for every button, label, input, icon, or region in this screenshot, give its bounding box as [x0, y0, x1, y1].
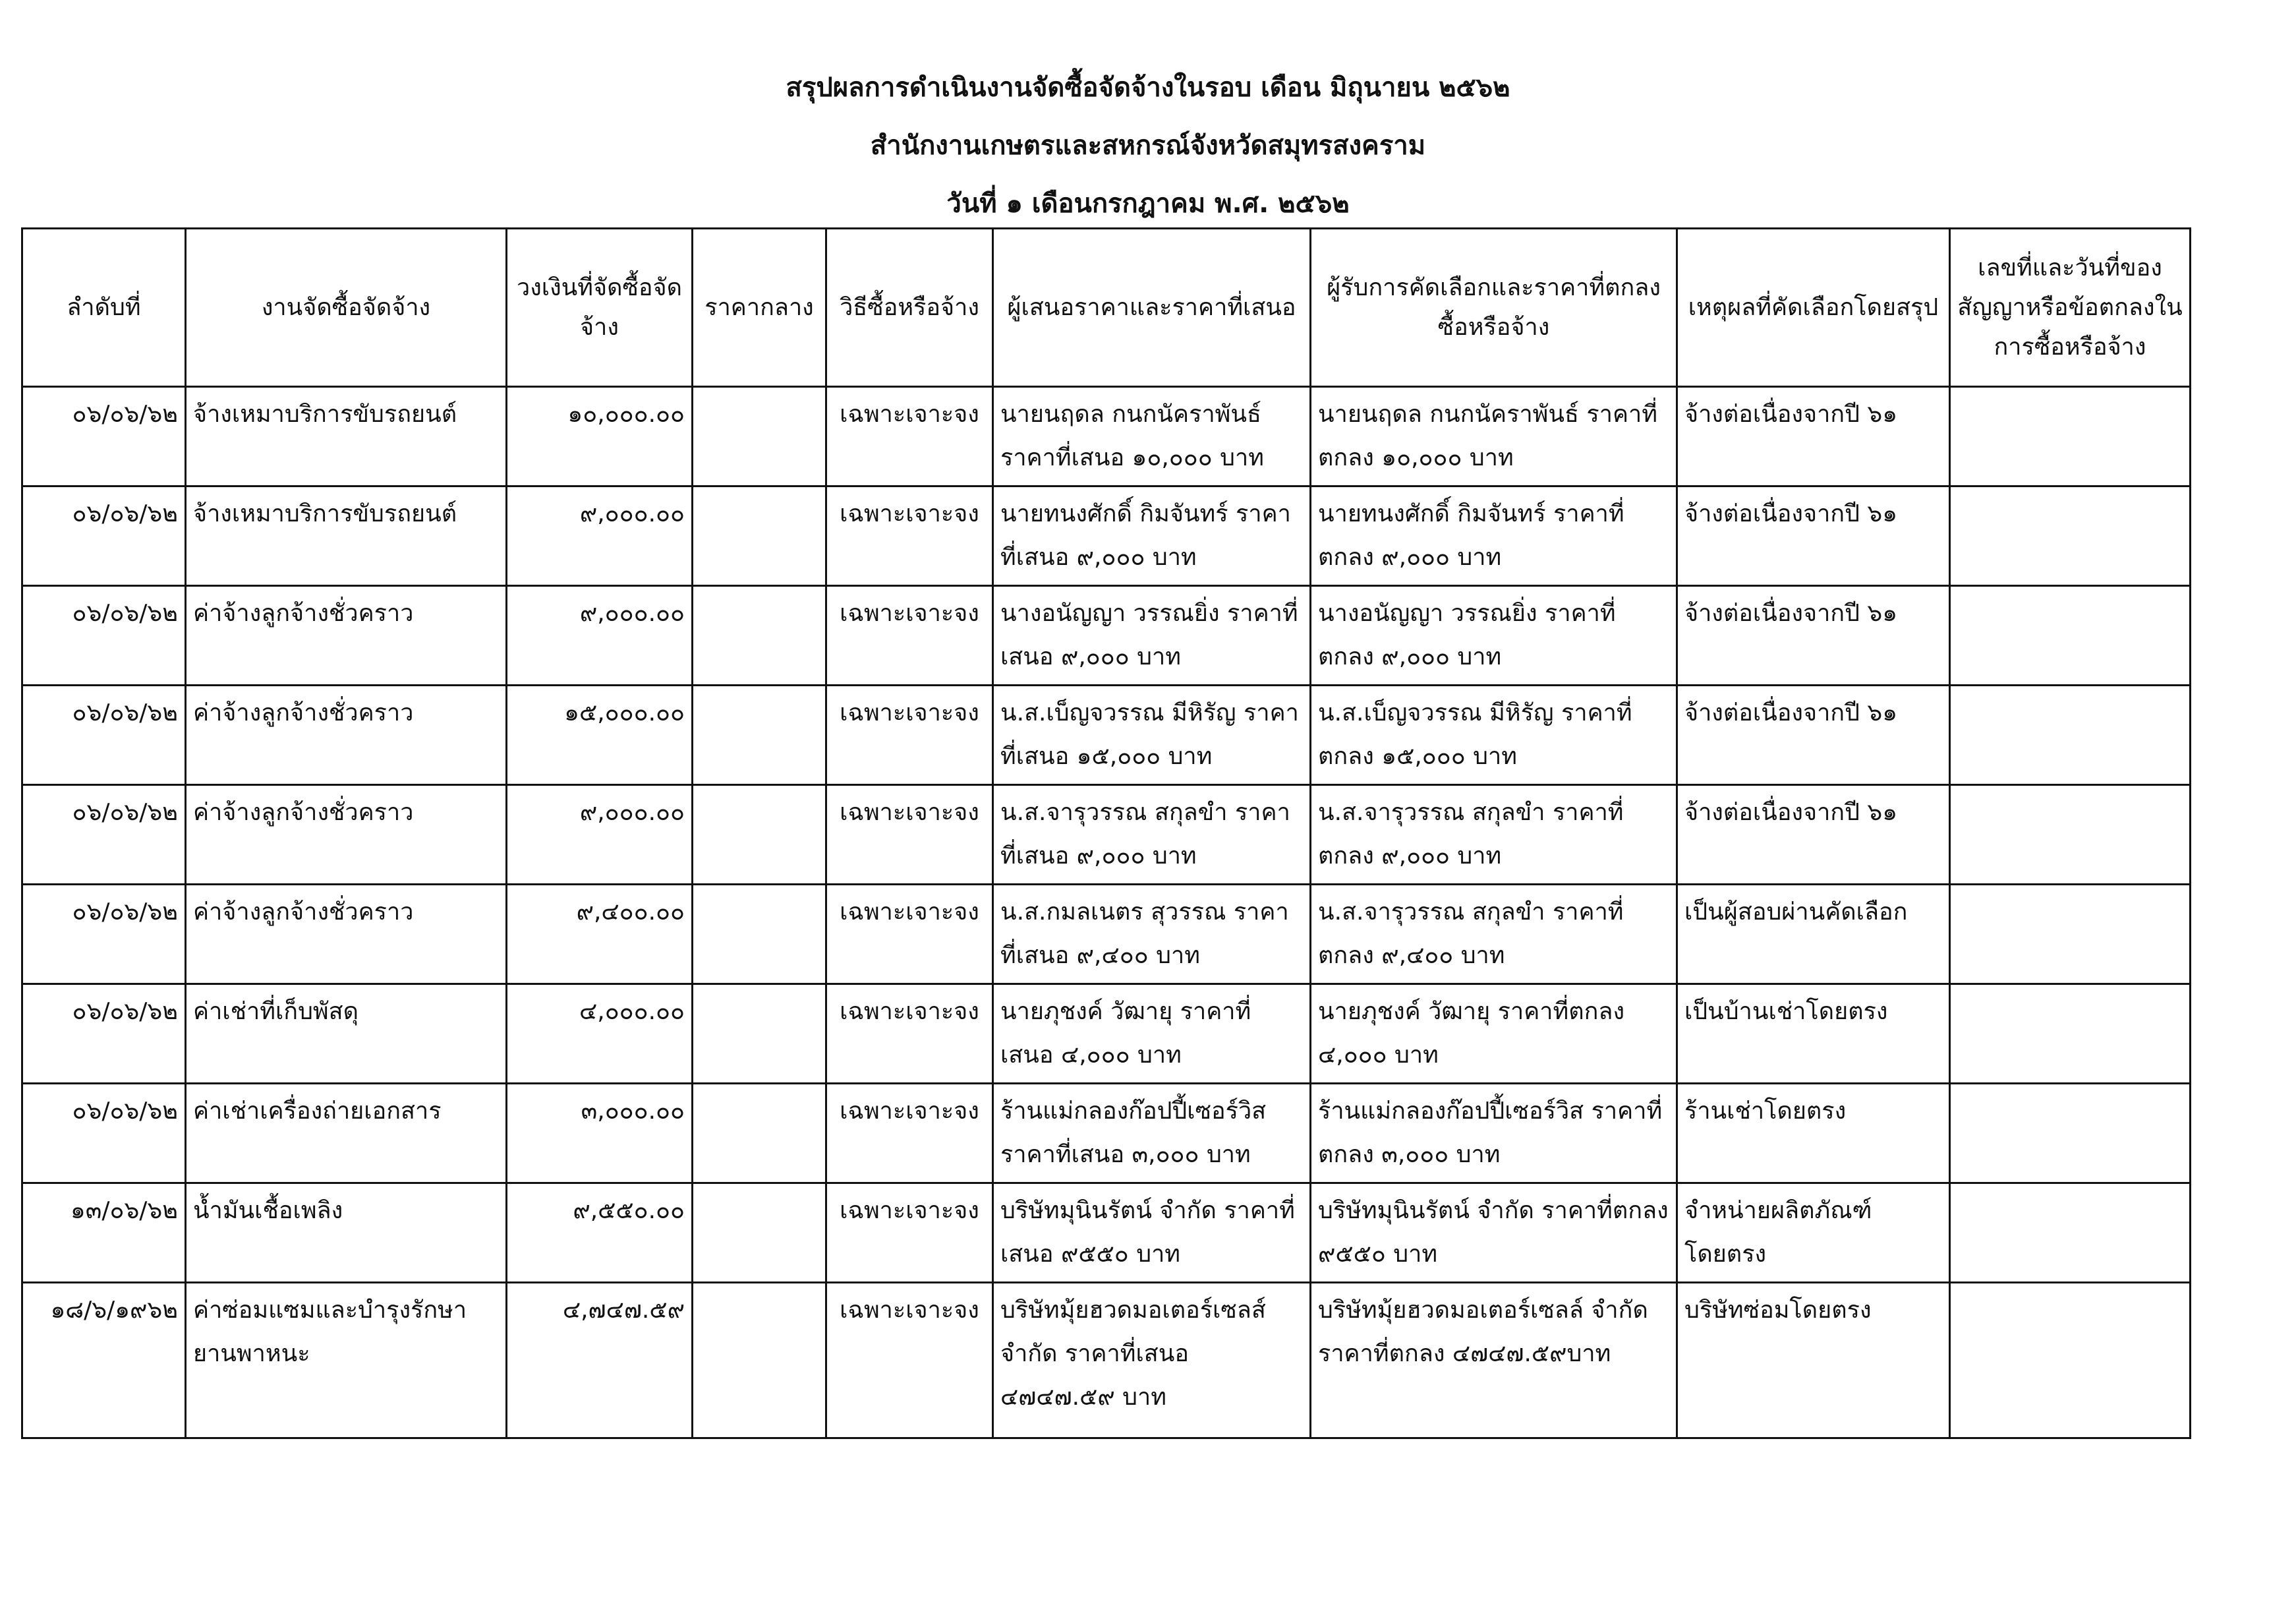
row-job: ค่าจ้างลูกจ้างชั่วคราว [186, 586, 507, 686]
row-contract [1950, 785, 2191, 885]
row-job: จ้างเหมาบริการขับรถยนต์ [186, 387, 507, 486]
table-row [22, 885, 2191, 984]
col-header-method: วิธีซื้อหรือจ้าง [826, 229, 993, 387]
row-contract [1950, 586, 2191, 686]
row-job: ค่าจ้างลูกจ้างชั่วคราว [186, 885, 507, 984]
row-reason: จ้างต่อเนื่องจากปี ๖๑ [1677, 686, 1950, 785]
col-header-job: งานจัดซื้อจัดจ้าง [186, 229, 507, 387]
row-budget: ๓,๐๐๐.๐๐ [507, 1084, 693, 1183]
row-reason: เป็นผู้สอบผ่านคัดเลือก [1677, 885, 1950, 984]
row-budget: ๔,๗๔๗.๕๙ [507, 1283, 693, 1438]
row-date: ๐๖/๐๖/๖๒ [22, 686, 186, 785]
row-winner: นายทนงศักดิ์ กิมจันทร์ ราคาที่ตกลง ๙,๐๐๐ บาท [1311, 486, 1677, 586]
row-budget: ๙,๐๐๐.๐๐ [507, 486, 693, 586]
col-header-order: ลำดับที่ [22, 229, 186, 387]
row-contract [1950, 686, 2191, 785]
row-budget: ๑๕,๐๐๐.๐๐ [507, 686, 693, 785]
row-contract [1950, 984, 2191, 1084]
row-job: ค่าจ้างลูกจ้างชั่วคราว [186, 785, 507, 885]
row-date: ๐๖/๐๖/๖๒ [22, 785, 186, 885]
table-row [22, 1084, 2191, 1183]
row-median-price [693, 486, 826, 586]
row-method: เฉพาะเจาะจง [826, 1183, 993, 1283]
row-budget: ๑๐,๐๐๐.๐๐ [507, 387, 693, 486]
col-header-reason: เหตุผลที่คัดเลือกโดยสรุป [1677, 229, 1950, 387]
office-name: สำนักงานเกษตรและสหกรณ์จังหวัดสมุทรสงคราม [870, 131, 1426, 161]
row-budget: ๔,๐๐๐.๐๐ [507, 984, 693, 1084]
row-median-price [693, 1283, 826, 1438]
row-method: เฉพาะเจาะจง [826, 586, 993, 686]
row-date: ๐๖/๐๖/๖๒ [22, 984, 186, 1084]
row-date: ๐๖/๐๖/๖๒ [22, 1084, 186, 1183]
row-winner: ร้านแม่กลองก๊อปปี้เซอร์วิส ราคาที่ตกลง ๓,๐๐๐ บาท [1311, 1084, 1677, 1183]
row-job: ค่าเช่าที่เก็บพัสดุ [186, 984, 507, 1084]
col-header-bidder: ผู้เสนอราคาและราคาที่เสนอ [993, 229, 1311, 387]
row-bidder: บริษัทมุนินรัตน์ จำกัด ราคาที่เสนอ ๙๕๕๐ บาท [993, 1183, 1311, 1283]
row-bidder: น.ส.กมลเนตร สุวรรณ ราคาที่เสนอ ๙,๔๐๐ บาท [993, 885, 1311, 984]
row-winner: บริษัทมุนินรัตน์ จำกัด ราคาที่ตกลง ๙๕๕๐ บาท [1311, 1183, 1677, 1283]
row-job: ค่าซ่อมแซมและบำรุงรักษายานพาหนะ [186, 1283, 507, 1438]
row-median-price [693, 586, 826, 686]
report-date: วันที่ ๑ เดือนกรกฎาคม พ.ศ. ๒๕๖๒ [946, 189, 1350, 219]
row-date: ๑๓/๐๖/๖๒ [22, 1183, 186, 1283]
row-bidder: น.ส.จารุวรรณ สกุลขำ ราคาที่เสนอ ๙,๐๐๐ บาท [993, 785, 1311, 885]
row-bidder: นายภุชงค์ วัฒายุ ราคาที่เสนอ ๔,๐๐๐ บาท [993, 984, 1311, 1084]
row-reason: บริษัทซ่อมโดยตรง [1677, 1283, 1950, 1438]
col-header-contract: เลขที่และวันที่ของสัญญาหรือข้อตกลงในการซื้อหรือจ้าง [1950, 229, 2191, 387]
row-reason: จำหน่ายผลิตภัณฑ์โดยตรง [1677, 1183, 1950, 1283]
table-row [22, 1283, 2191, 1438]
table-row [22, 1183, 2191, 1283]
table-header-row [22, 229, 2191, 387]
row-contract [1950, 387, 2191, 486]
row-method: เฉพาะเจาะจง [826, 885, 993, 984]
row-reason: จ้างต่อเนื่องจากปี ๖๑ [1677, 486, 1950, 586]
row-method: เฉพาะเจาะจง [826, 1283, 993, 1438]
row-date: ๑๘/๖/๑๙๖๒ [22, 1283, 186, 1438]
row-contract [1950, 1283, 2191, 1438]
procurement-table [21, 227, 2191, 1439]
row-method: เฉพาะเจาะจง [826, 387, 993, 486]
row-median-price [693, 885, 826, 984]
row-winner: นายนฤดล กนกนัคราพันธ์ ราคาที่ตกลง ๑๐,๐๐๐ บาท [1311, 387, 1677, 486]
row-contract [1950, 1084, 2191, 1183]
table-row [22, 486, 2191, 586]
row-date: ๐๖/๐๖/๖๒ [22, 486, 186, 586]
row-budget: ๙,๔๐๐.๐๐ [507, 885, 693, 984]
row-reason: จ้างต่อเนื่องจากปี ๖๑ [1677, 586, 1950, 686]
row-bidder: นายนฤดล กนกนัคราพันธ์ ราคาที่เสนอ ๑๐,๐๐๐ บาท [993, 387, 1311, 486]
row-contract [1950, 1183, 2191, 1283]
row-method: เฉพาะเจาะจง [826, 686, 993, 785]
table-row [22, 586, 2191, 686]
row-winner: บริษัทมุ้ยฮวดมอเตอร์เซลล์ จำกัด ราคาที่ตกลง ๔๗๔๗.๕๙บาท [1311, 1283, 1677, 1438]
row-reason: จ้างต่อเนื่องจากปี ๖๑ [1677, 387, 1950, 486]
row-date: ๐๖/๐๖/๖๒ [22, 885, 186, 984]
row-job: จ้างเหมาบริการขับรถยนต์ [186, 486, 507, 586]
row-winner: นายภุชงค์ วัฒายุ ราคาที่ตกลง ๔,๐๐๐ บาท [1311, 984, 1677, 1084]
table-row [22, 984, 2191, 1084]
row-date: ๐๖/๐๖/๖๒ [22, 387, 186, 486]
row-bidder: ร้านแม่กลองก๊อปปี้เซอร์วิส ราคาที่เสนอ ๓,๐๐๐ บาท [993, 1084, 1311, 1183]
col-header-budget: วงเงินที่จัดซื้อจัดจ้าง [507, 229, 693, 387]
row-winner: น.ส.จารุวรรณ สกุลขำ ราคาที่ตกลง ๙,๐๐๐ บาท [1311, 785, 1677, 885]
table-row [22, 387, 2191, 486]
row-bidder: นายทนงศักดิ์ กิมจันทร์ ราคาที่เสนอ ๙,๐๐๐ บาท [993, 486, 1311, 586]
row-job: น้ำมันเชื้อเพลิง [186, 1183, 507, 1283]
row-median-price [693, 1183, 826, 1283]
row-budget: ๙,๐๐๐.๐๐ [507, 586, 693, 686]
table-row [22, 686, 2191, 785]
row-median-price [693, 1084, 826, 1183]
col-header-median-price: ราคากลาง [693, 229, 826, 387]
row-bidder: นางอนัญญา วรรณยิ่ง ราคาที่เสนอ ๙,๐๐๐ บาท [993, 586, 1311, 686]
row-method: เฉพาะเจาะจง [826, 486, 993, 586]
row-method: เฉพาะเจาะจง [826, 1084, 993, 1183]
row-median-price [693, 686, 826, 785]
row-budget: ๙,๕๕๐.๐๐ [507, 1183, 693, 1283]
row-reason: เป็นบ้านเช่าโดยตรง [1677, 984, 1950, 1084]
row-job: ค่าจ้างลูกจ้างชั่วคราว [186, 686, 507, 785]
row-median-price [693, 785, 826, 885]
document-title: สรุปผลการดำเนินงานจัดซื้อจัดจ้างในรอบ เดือน มิถุนายน ๒๕๖๒ [786, 73, 1510, 103]
row-bidder: น.ส.เบ็ญจวรรณ มีหิรัญ ราคาที่เสนอ ๑๕,๐๐๐ บาท [993, 686, 1311, 785]
row-reason: จ้างต่อเนื่องจากปี ๖๑ [1677, 785, 1950, 885]
row-bidder: บริษัทมุ้ยฮวดมอเตอร์เซลส์ จำกัด ราคาที่เสนอ ๔๗๔๗.๕๙ บาท [993, 1283, 1311, 1438]
row-winner: น.ส.จารุวรรณ สกุลขำ ราคาที่ตกลง ๙,๔๐๐ บาท [1311, 885, 1677, 984]
row-contract [1950, 885, 2191, 984]
row-winner: น.ส.เบ็ญจวรรณ มีหิรัญ ราคาที่ตกลง ๑๕,๐๐๐ บาท [1311, 686, 1677, 785]
row-winner: นางอนัญญา วรรณยิ่ง ราคาที่ตกลง ๙,๐๐๐ บาท [1311, 586, 1677, 686]
row-median-price [693, 387, 826, 486]
row-method: เฉพาะเจาะจง [826, 785, 993, 885]
row-median-price [693, 984, 826, 1084]
row-budget: ๙,๐๐๐.๐๐ [507, 785, 693, 885]
table-row [22, 785, 2191, 885]
row-job: ค่าเช่าเครื่องถ่ายเอกสาร [186, 1084, 507, 1183]
row-contract [1950, 486, 2191, 586]
row-date: ๐๖/๐๖/๖๒ [22, 586, 186, 686]
row-reason: ร้านเช่าโดยตรง [1677, 1084, 1950, 1183]
row-method: เฉพาะเจาะจง [826, 984, 993, 1084]
col-header-winner: ผู้รับการคัดเลือกและราคาที่ตกลงซื้อหรือจ้าง [1311, 229, 1677, 387]
